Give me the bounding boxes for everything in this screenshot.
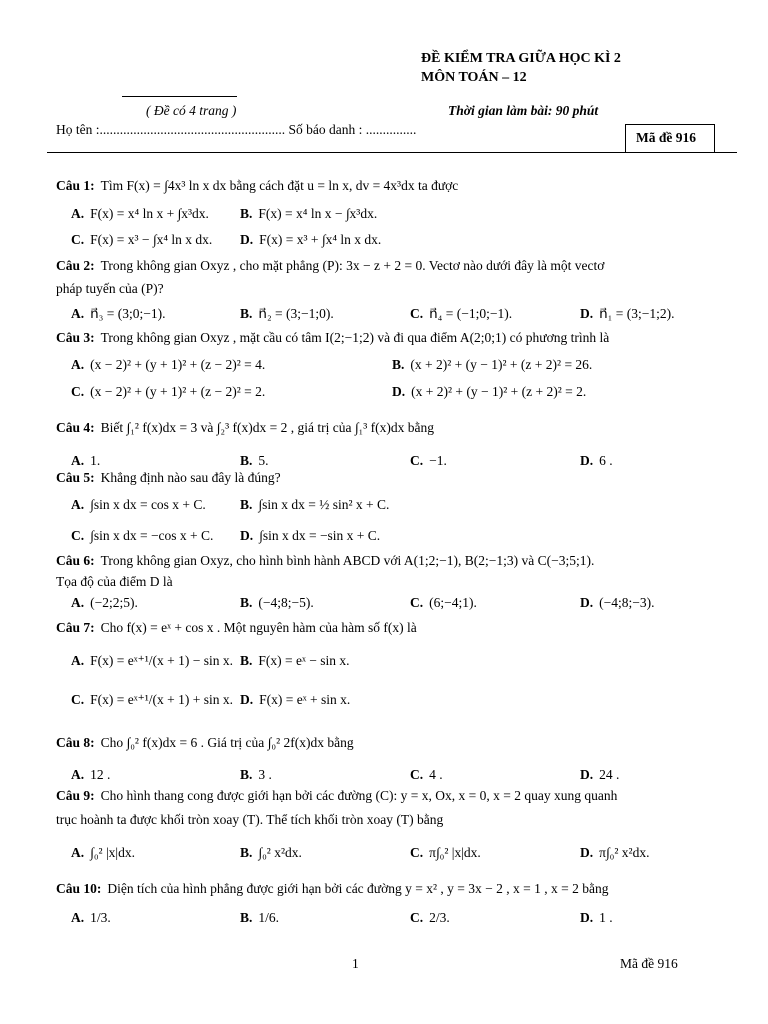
question-label: Câu 10: xyxy=(56,881,102,896)
option-d xyxy=(580,306,674,322)
option-label: A. xyxy=(71,357,85,372)
option-d xyxy=(240,528,380,544)
question-2 xyxy=(56,258,604,274)
option-text: F(x) = eˣ − sin x. xyxy=(258,653,350,668)
question-label: Câu 5: xyxy=(56,470,95,485)
option-label: D. xyxy=(240,692,254,707)
option-label: D. xyxy=(580,845,594,860)
option-b xyxy=(240,653,350,669)
option-text: n⃗₁ = (3;−1;2). xyxy=(599,306,675,321)
question-text: Trong không gian Oxyz , mặt cầu có tâm I(2;−1;2) và đi qua điểm A(2;0;1) có phương trình là xyxy=(100,330,610,345)
header-divider xyxy=(47,152,737,153)
option-label: A. xyxy=(71,845,85,860)
option-text: 5. xyxy=(258,453,269,468)
option-text: n⃗₂ = (3;−1;0). xyxy=(258,306,334,321)
option-c xyxy=(71,692,233,708)
option-text: 6 . xyxy=(599,453,613,468)
question-1 xyxy=(56,178,458,194)
option-label: A. xyxy=(71,595,85,610)
question-10 xyxy=(56,881,609,897)
question-9 xyxy=(56,788,617,804)
option-label: A. xyxy=(71,767,85,782)
option-a xyxy=(71,357,265,373)
question-label: Câu 1: xyxy=(56,178,95,193)
header-underline xyxy=(122,96,237,97)
option-text: (−4;8;−3). xyxy=(599,595,655,610)
option-text: 1/6. xyxy=(258,910,280,925)
option-label: C. xyxy=(71,692,85,707)
option-text: 1. xyxy=(90,453,101,468)
question-text: Khẳng định nào sau đây là đúng? xyxy=(100,470,281,485)
option-c xyxy=(410,767,443,783)
option-text: ∫₀² x²dx. xyxy=(258,845,302,860)
option-d xyxy=(392,384,586,400)
student-info: Họ tên :....................................................... Số báo danh : ............... xyxy=(56,122,417,137)
option-c xyxy=(410,910,450,926)
option-text: ∫sin x dx = −cos x + C. xyxy=(90,528,214,543)
option-text: 4 . xyxy=(429,767,443,782)
option-label: A. xyxy=(71,497,85,512)
option-b xyxy=(240,767,272,783)
option-b xyxy=(240,910,279,926)
option-a xyxy=(71,453,100,469)
option-label: A. xyxy=(71,653,85,668)
option-label: B. xyxy=(240,497,253,512)
exam-time: Thời gian làm bài: 90 phút xyxy=(448,103,599,118)
option-label: B. xyxy=(240,910,253,925)
option-a xyxy=(71,767,110,783)
option-a xyxy=(71,306,165,322)
option-text: (x + 2)² + (y − 1)² + (z + 2)² = 26. xyxy=(410,357,593,372)
option-c xyxy=(71,232,212,248)
option-c xyxy=(71,528,213,544)
option-text: (6;−4;1). xyxy=(429,595,477,610)
option-a xyxy=(71,910,111,926)
option-text: 1 . xyxy=(599,910,613,925)
question-9-cont: trục hoành ta được khối tròn xoay (T). Thể tích khối tròn xoay (T) bằng xyxy=(56,812,444,827)
page-number: 1 xyxy=(352,956,359,971)
option-label: B. xyxy=(240,845,253,860)
option-text: (x − 2)² + (y + 1)² + (z − 2)² = 4. xyxy=(90,357,266,372)
question-text: Cho hình thang cong được giới hạn bởi các đường (C): y = x, Ox, x = 0, x = 2 quay xung quanh xyxy=(100,788,618,803)
option-d xyxy=(240,232,381,248)
question-label: Câu 3: xyxy=(56,330,95,345)
question-5 xyxy=(56,470,281,486)
option-label: C. xyxy=(71,232,85,247)
question-text: Cho ∫₀² f(x)dx = 6 . Giá trị của ∫₀² 2f(x)dx bằng xyxy=(100,735,354,750)
question-label: Câu 7: xyxy=(56,620,95,635)
option-label: D. xyxy=(580,910,594,925)
option-text: F(x) = x⁴ ln x + ∫x³dx. xyxy=(90,206,209,221)
option-b xyxy=(392,357,592,373)
option-label: C. xyxy=(71,528,85,543)
page-count: ( Đề có 4 trang ) xyxy=(146,103,237,118)
option-label: B. xyxy=(240,306,253,321)
question-label: Câu 2: xyxy=(56,258,95,273)
option-b xyxy=(240,845,302,861)
option-text: (−2;2;5). xyxy=(90,595,138,610)
option-text: F(x) = x⁴ ln x − ∫x³dx. xyxy=(258,206,378,221)
option-text: 24 . xyxy=(599,767,620,782)
option-label: C. xyxy=(71,384,85,399)
option-text: π∫₀² |x|dx. xyxy=(429,845,481,860)
option-text: 1/3. xyxy=(90,910,111,925)
option-label: D. xyxy=(580,453,594,468)
question-3 xyxy=(56,330,609,346)
option-label: C. xyxy=(410,767,424,782)
question-6 xyxy=(56,553,594,569)
option-label: B. xyxy=(240,767,253,782)
question-6-cont: Tọa độ của điểm D là xyxy=(56,574,173,589)
option-text: n⃗₃ = (3;0;−1). xyxy=(90,306,166,321)
option-label: C. xyxy=(410,306,424,321)
option-label: B. xyxy=(240,453,253,468)
subject-title: MÔN TOÁN – 12 xyxy=(421,70,527,85)
option-label: D. xyxy=(580,306,594,321)
option-a xyxy=(71,653,233,669)
question-text: Biết ∫₁² f(x)dx = 3 và ∫₂³ f(x)dx = 2 , giá trị của ∫₁³ f(x)dx bằng xyxy=(100,420,435,435)
option-text: π∫₀² x²dx. xyxy=(599,845,650,860)
option-text: ∫sin x dx = −sin x + C. xyxy=(259,528,381,543)
option-a xyxy=(71,497,206,513)
question-label: Câu 4: xyxy=(56,420,95,435)
option-label: D. xyxy=(240,528,254,543)
option-a xyxy=(71,206,209,222)
option-label: C. xyxy=(410,845,424,860)
option-b xyxy=(240,595,314,611)
question-text: Trong không gian Oxyz, cho hình bình hành ABCD với A(1;2;−1), B(2;−1;3) và C(−3;5;1). xyxy=(100,553,595,568)
option-b xyxy=(240,497,389,513)
option-c xyxy=(71,384,265,400)
option-label: D. xyxy=(392,384,406,399)
question-text: Tìm F(x) = ∫4x³ ln x dx bằng cách đặt u = ln x, dv = 4x³dx ta được xyxy=(100,178,459,193)
option-b xyxy=(240,453,269,469)
question-label: Câu 9: xyxy=(56,788,95,803)
option-c xyxy=(410,453,447,469)
question-7 xyxy=(56,620,417,636)
option-b xyxy=(240,206,377,222)
option-label: D. xyxy=(580,595,594,610)
exam-title: ĐỀ KIỂM TRA GIỮA HỌC KÌ 2 xyxy=(421,51,621,66)
option-label: C. xyxy=(410,595,424,610)
question-text: Cho f(x) = eˣ + cos x . Một nguyên hàm của hàm số f(x) là xyxy=(100,620,417,635)
exam-code: Mã đề 916 xyxy=(636,130,696,145)
option-text: F(x) = eˣ⁺¹/(x + 1) + sin x. xyxy=(90,692,234,707)
option-d xyxy=(240,692,350,708)
option-text: F(x) = x³ − ∫x⁴ ln x dx. xyxy=(90,232,213,247)
option-text: F(x) = x³ + ∫x⁴ ln x dx. xyxy=(259,232,382,247)
option-text: F(x) = eˣ⁺¹/(x + 1) − sin x. xyxy=(90,653,234,668)
option-text: 12 . xyxy=(90,767,111,782)
option-label: A. xyxy=(71,306,85,321)
question-label: Câu 8: xyxy=(56,735,95,750)
question-2-cont: pháp tuyến của (P)? xyxy=(56,281,164,296)
question-label: Câu 6: xyxy=(56,553,95,568)
footer-exam-code: Mã đề 916 xyxy=(620,956,678,971)
option-text: 3 . xyxy=(258,767,272,782)
option-d xyxy=(580,910,613,926)
option-label: D. xyxy=(580,767,594,782)
option-text: ∫sin x dx = ½ sin² x + C. xyxy=(258,497,390,512)
option-text: n⃗₄ = (−1;0;−1). xyxy=(429,306,513,321)
option-label: B. xyxy=(240,595,253,610)
option-d xyxy=(580,845,649,861)
option-label: A. xyxy=(71,206,85,221)
question-8 xyxy=(56,735,354,751)
option-text: 2/3. xyxy=(429,910,450,925)
option-c xyxy=(410,845,481,861)
option-a xyxy=(71,595,138,611)
exam-code-box xyxy=(625,124,715,153)
option-label: B. xyxy=(240,653,253,668)
question-text: Trong không gian Oxyz , cho mặt phẳng (P): 3x − z + 2 = 0. Vectơ nào dưới đây là một vectơ xyxy=(100,258,605,273)
option-label: A. xyxy=(71,453,85,468)
option-d xyxy=(580,595,654,611)
option-c xyxy=(410,306,512,322)
option-label: C. xyxy=(410,453,424,468)
option-text: (x + 2)² + (y − 1)² + (z + 2)² = 2. xyxy=(411,384,587,399)
option-text: F(x) = eˣ + sin x. xyxy=(259,692,351,707)
question-text: Diện tích của hình phẳng được giới hạn bởi các đường y = x² , y = 3x − 2 , x = 1 , x = 2 bằng xyxy=(107,881,609,896)
question-4 xyxy=(56,420,434,436)
option-d xyxy=(580,767,619,783)
option-text: ∫sin x dx = cos x + C. xyxy=(90,497,206,512)
option-label: C. xyxy=(410,910,424,925)
option-b xyxy=(240,306,334,322)
option-a xyxy=(71,845,135,861)
option-label: B. xyxy=(240,206,253,221)
option-d xyxy=(580,453,613,469)
option-c xyxy=(410,595,477,611)
option-label: A. xyxy=(71,910,85,925)
option-text: ∫₀² |x|dx. xyxy=(90,845,135,860)
option-text: (−4;8;−5). xyxy=(258,595,314,610)
option-text: (x − 2)² + (y + 1)² + (z − 2)² = 2. xyxy=(90,384,266,399)
option-label: B. xyxy=(392,357,405,372)
option-label: D. xyxy=(240,232,254,247)
option-text: −1. xyxy=(429,453,447,468)
